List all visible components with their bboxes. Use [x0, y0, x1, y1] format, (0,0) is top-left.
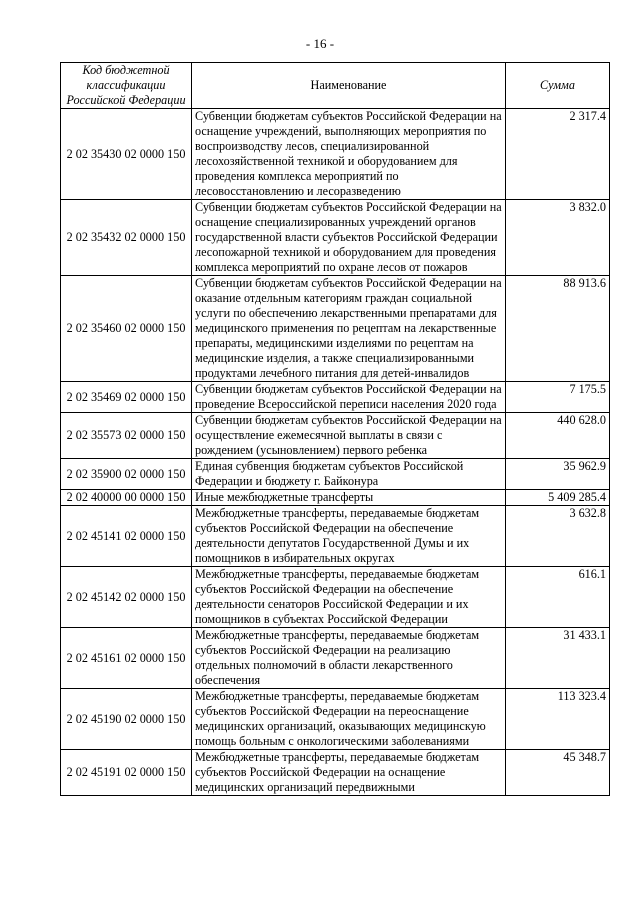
code-cell: 2 02 35573 02 0000 150 [61, 413, 192, 459]
name-cell: Межбюджетные трансферты, передаваемые бюджетам субъектов Российской Федерации на реализацию отдельных полномочий в области лекарственного обеспечения [192, 628, 506, 689]
sum-cell: 3 632.8 [506, 506, 610, 567]
table-row [61, 567, 610, 628]
table-header-row [61, 63, 610, 109]
table-row [61, 382, 610, 413]
sum-cell: 113 323.4 [506, 689, 610, 750]
sum-cell: 616.1 [506, 567, 610, 628]
table-row [61, 200, 610, 276]
code-cell: 2 02 45161 02 0000 150 [61, 628, 192, 689]
code-cell: 2 02 45191 02 0000 150 [61, 750, 192, 796]
table-row [61, 750, 610, 796]
sum-cell: 3 832.0 [506, 200, 610, 276]
sum-cell: 440 628.0 [506, 413, 610, 459]
sum-cell: 35 962.9 [506, 459, 610, 490]
table-row [61, 413, 610, 459]
budget-table [60, 62, 610, 796]
table-row [61, 689, 610, 750]
table-row [61, 490, 610, 506]
name-cell: Единая субвенция бюджетам субъектов Российской Федерации и бюджету г. Байконура [192, 459, 506, 490]
name-cell: Иные межбюджетные трансферты [192, 490, 506, 506]
name-cell: Субвенции бюджетам субъектов Российской Федерации на оказание отдельным категориям граждан социальной услуги по обеспечению лекарственными препаратами для медицинского применения по рецептам на лекарственные препараты, медицинскими изделиями по рецептам на медицинские изделия, а также специализированными продуктами лечебного питания для детей-инвалидов [192, 276, 506, 382]
name-cell: Межбюджетные трансферты, передаваемые бюджетам субъектов Российской Федерации на обеспечение деятельности сенаторов Российской Федерации и их помощников в субъектах Российской Федерации [192, 567, 506, 628]
code-cell: 2 02 45142 02 0000 150 [61, 567, 192, 628]
header-sum: Сумма [506, 63, 610, 109]
sum-cell: 5 409 285.4 [506, 490, 610, 506]
name-cell: Субвенции бюджетам субъектов Российской Федерации на оснащение специализированных учреждений органов государственной власти субъектов Российской Федерации лесопожарной техникой и оборудованием для проведения комплекса мероприятий по охране лесов от пожаров [192, 200, 506, 276]
header-code: Код бюджетной классификации Российской Федерации [61, 63, 192, 109]
table-row [61, 628, 610, 689]
code-cell: 2 02 45190 02 0000 150 [61, 689, 192, 750]
name-cell: Межбюджетные трансферты, передаваемые бюджетам субъектов Российской Федерации на переоснащение медицинских организаций, оказывающих медицинскую помощь больным с онкологическими заболеваниями [192, 689, 506, 750]
code-cell: 2 02 45141 02 0000 150 [61, 506, 192, 567]
sum-cell: 31 433.1 [506, 628, 610, 689]
name-cell: Субвенции бюджетам субъектов Российской Федерации на осуществление ежемесячной выплаты в связи с рождением (усыновлением) первого ребенка [192, 413, 506, 459]
header-name: Наименование [192, 63, 506, 109]
name-cell: Межбюджетные трансферты, передаваемые бюджетам субъектов Российской Федерации на обеспечение деятельности депутатов Государственной Думы и их помощников в избирательных округах [192, 506, 506, 567]
code-cell: 2 02 35469 02 0000 150 [61, 382, 192, 413]
name-cell: Субвенции бюджетам субъектов Российской Федерации на проведение Всероссийской переписи населения 2020 года [192, 382, 506, 413]
code-cell: 2 02 35432 02 0000 150 [61, 200, 192, 276]
table-row [61, 506, 610, 567]
code-cell: 2 02 35430 02 0000 150 [61, 109, 192, 200]
sum-cell: 2 317.4 [506, 109, 610, 200]
sum-cell: 7 175.5 [506, 382, 610, 413]
table-row [61, 459, 610, 490]
code-cell: 2 02 40000 00 0000 150 [61, 490, 192, 506]
table-row [61, 109, 610, 200]
sum-cell: 45 348.7 [506, 750, 610, 796]
code-cell: 2 02 35460 02 0000 150 [61, 276, 192, 382]
name-cell: Межбюджетные трансферты, передаваемые бюджетам субъектов Российской Федерации на оснащение медицинских организаций передвижными [192, 750, 506, 796]
sum-cell: 88 913.6 [506, 276, 610, 382]
table-row [61, 276, 610, 382]
code-cell: 2 02 35900 02 0000 150 [61, 459, 192, 490]
page-number: - 16 - [305, 36, 335, 51]
name-cell: Субвенции бюджетам субъектов Российской Федерации на оснащение учреждений, выполняющих мероприятия по воспроизводству лесов, специализированной лесохозяйственной техникой и оборудованием для проведения комплекса мероприятий по лесовосстановлению и лесоразведению [192, 109, 506, 200]
